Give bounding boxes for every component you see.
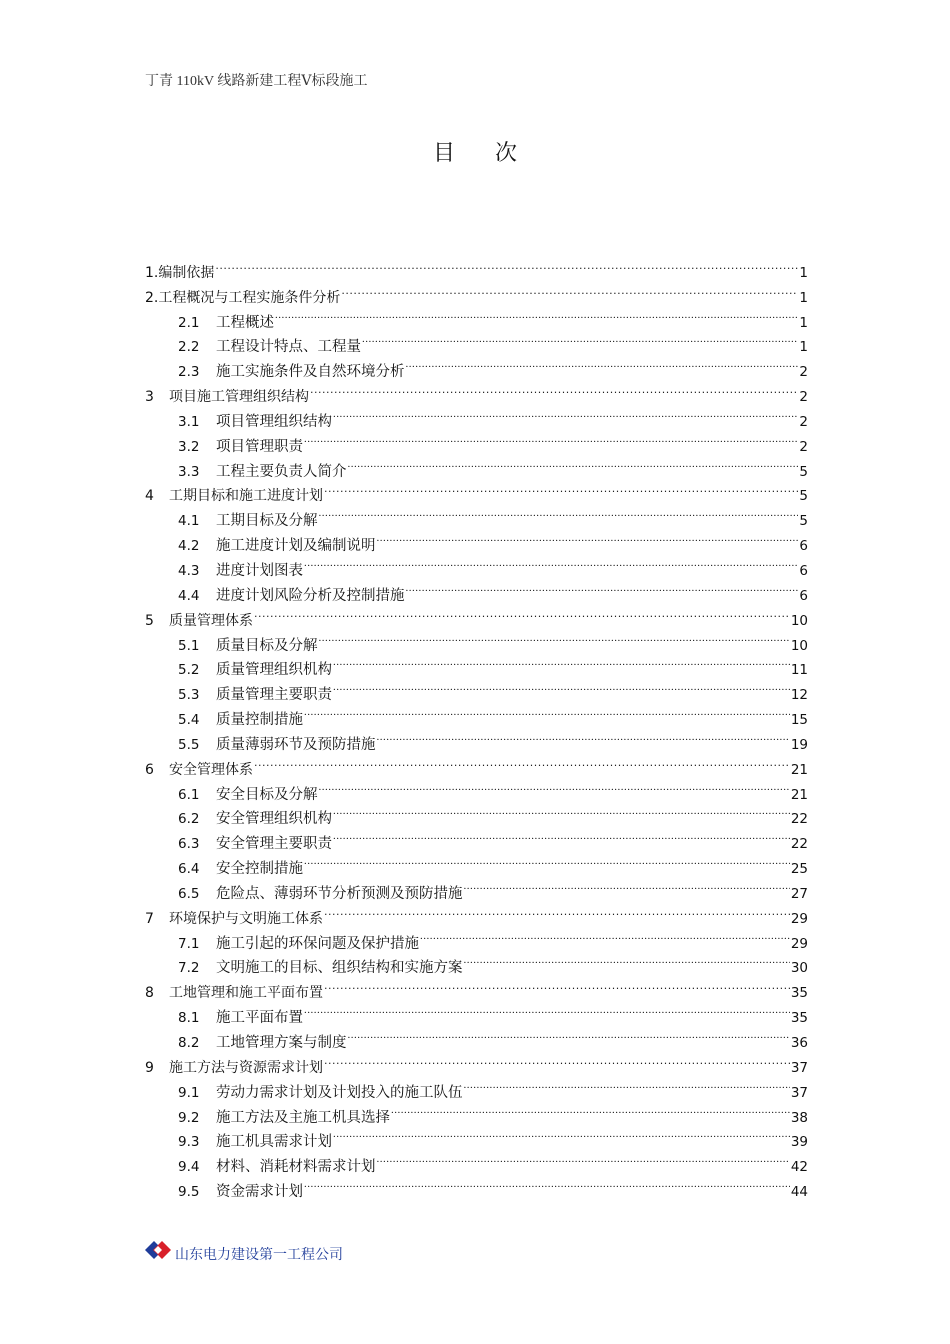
toc-leader-dots (377, 1146, 790, 1171)
toc-entry-label: 资金需求计划 (216, 1184, 303, 1201)
toc-entry-label: 环境保护与文明施工体系 (169, 910, 323, 927)
toc-entry-page: 2 (799, 438, 808, 455)
toc-leader-dots (464, 948, 790, 973)
page-title: 目次 (432, 141, 557, 166)
company-name: 山东电力建设第一工程公司 (175, 1247, 343, 1263)
toc-entry-number: 4.1 (178, 513, 200, 530)
toc-leader-dots (333, 401, 798, 426)
toc-entry-number: 9.5 (178, 1184, 200, 1201)
toc-entry[interactable] (145, 277, 808, 306)
toc-entry-label: 施工引起的环保问题及保护措施 (216, 935, 419, 952)
toc-entry-label: 安全目标及分解 (216, 786, 318, 803)
toc-leader-dots (310, 376, 798, 401)
toc-entry-page: 10 (790, 612, 808, 629)
toc-entry-label: 工程概况与工程实施条件分析 (158, 289, 341, 306)
toc-entry-number: 6.1 (178, 786, 200, 803)
toc-leader-dots (333, 650, 790, 675)
toc-leader-dots (377, 724, 790, 749)
toc-entry-number: 2.3 (178, 364, 200, 381)
toc-entry-number: 3 (145, 389, 154, 406)
toc-leader-dots (333, 1122, 790, 1147)
toc-entry-label: 编制依据 (158, 264, 215, 281)
toc-entry-number: 9.4 (178, 1159, 200, 1176)
toc-entry[interactable] (145, 252, 808, 281)
toc-leader-dots (275, 302, 798, 327)
toc-entry-page: 5 (799, 463, 808, 480)
toc-entry-label: 项目管理组织结构 (216, 413, 332, 430)
toc-entry-page: 2 (799, 413, 808, 430)
toc-entry-label: 安全管理体系 (169, 761, 253, 778)
company-logo-icon (143, 1235, 173, 1265)
toc-entry-number: 4.2 (178, 538, 200, 555)
toc-leader-dots (341, 277, 798, 302)
toc-entry-number: 9.1 (178, 1084, 200, 1101)
toc-entry-page: 21 (790, 761, 808, 778)
toc-entry-number: 4.3 (178, 562, 200, 579)
toc-entry-number: 3.3 (178, 463, 200, 480)
toc-entry-number: 5.4 (178, 712, 200, 729)
toc-entry-label: 质量管理组织机构 (216, 662, 332, 679)
toc-leader-dots (304, 426, 798, 451)
toc-entry-label: 施工方法与资源需求计划 (169, 1059, 323, 1076)
toc-leader-dots (464, 873, 790, 898)
toc-entry-label: 质量控制措施 (216, 712, 303, 729)
toc-leader-dots (324, 1047, 790, 1072)
toc-entry-page: 44 (790, 1184, 808, 1201)
toc-entry-number: 5.3 (178, 687, 200, 704)
toc-leader-dots (348, 451, 799, 476)
toc-leader-dots (333, 823, 790, 848)
toc-entry-page: 35 (790, 985, 808, 1002)
toc-entry-label: 项目施工管理组织结构 (169, 389, 309, 406)
toc-entry-number: 5 (145, 612, 154, 629)
toc-entry-number: 5.2 (178, 662, 200, 679)
toc-entry-page: 42 (790, 1159, 808, 1176)
toc-entry-number: 3.1 (178, 413, 200, 430)
toc-entry-label: 项目管理职责 (216, 438, 303, 455)
toc-entry-label: 安全管理主要职责 (216, 836, 332, 853)
toc-leader-dots (333, 674, 790, 699)
toc-entry-label: 质量管理体系 (169, 612, 253, 629)
toc-entry-label: 工期目标及分解 (216, 513, 318, 530)
toc-entry-label: 施工机具需求计划 (216, 1134, 332, 1151)
toc-entry-number: 6.3 (178, 836, 200, 853)
toc-entry-page: 6 (799, 587, 808, 604)
toc-entry-label: 工期目标和施工进度计划 (169, 488, 323, 505)
toc-leader-dots (254, 600, 790, 625)
toc-entry-number: 7 (145, 910, 154, 927)
toc-leader-dots (406, 351, 799, 376)
toc-leader-dots (377, 525, 799, 550)
toc-leader-dots (304, 699, 790, 724)
toc-entry-number: 7.2 (178, 960, 200, 977)
toc-entry-number: 1. (145, 264, 159, 281)
toc-entry-page: 5 (799, 488, 808, 505)
toc-entry-number: 3.2 (178, 438, 200, 455)
toc-leader-dots (254, 749, 790, 774)
toc-entry-label: 质量管理主要职责 (216, 687, 332, 704)
toc-leader-dots (362, 327, 798, 352)
toc-entry-number: 6.5 (178, 885, 200, 902)
toc-entry-page: 6 (799, 538, 808, 555)
toc-entry-page: 35 (790, 1010, 808, 1027)
toc-entry-page: 12 (790, 687, 808, 704)
toc-entry-number: 5.5 (178, 736, 200, 753)
toc-entry-page: 22 (790, 836, 808, 853)
toc-entry-label: 进度计划风险分析及控制措施 (216, 587, 405, 604)
toc-entry-number: 4 (145, 488, 154, 505)
toc-entry-page: 27 (790, 885, 808, 902)
toc-entry-page: 36 (790, 1035, 808, 1051)
toc-leader-dots (406, 575, 799, 600)
page-header: 丁青 110kV 线路新建工程Ⅴ标段施工 (145, 74, 368, 89)
toc-entry-page: 39 (790, 1134, 808, 1151)
toc-leader-dots (324, 476, 798, 501)
toc-entry-number: 2.2 (178, 339, 200, 356)
toc-leader-dots (420, 923, 790, 948)
toc-entry-number: 4.4 (178, 587, 200, 604)
toc-entry-label: 工程主要负责人简介 (216, 463, 347, 480)
toc-entry-label: 工地管理和施工平面布置 (169, 985, 323, 1002)
toc-entry-label: 材料、消耗材料需求计划 (216, 1159, 376, 1176)
toc-entry-page: 1 (799, 339, 808, 356)
toc-entry-number: 2.1 (178, 314, 200, 331)
toc-entry-number: 9.3 (178, 1134, 200, 1151)
toc-entry-label: 施工进度计划及编制说明 (216, 538, 376, 555)
toc-entry-number: 6.2 (178, 811, 200, 828)
toc-leader-dots (333, 799, 790, 824)
toc-entry-page: 37 (790, 1084, 808, 1101)
toc-entry-page: 21 (790, 786, 808, 803)
toc-entry-page: 29 (790, 910, 808, 927)
toc-leader-dots (324, 898, 790, 923)
toc-entry-page: 15 (790, 712, 808, 729)
toc-entry-page: 22 (790, 811, 808, 828)
toc-leader-dots (391, 1097, 790, 1122)
toc-leader-dots (319, 500, 799, 525)
toc-leader-dots (319, 625, 790, 650)
toc-entry-page: 38 (790, 1109, 808, 1126)
toc-entry-label: 安全控制措施 (216, 861, 303, 878)
toc-leader-dots (304, 1171, 790, 1196)
toc-entry-label: 质量薄弱环节及预防措施 (216, 736, 376, 753)
toc-entry-label: 进度计划图表 (216, 562, 303, 579)
toc-entry-page: 11 (790, 662, 808, 679)
toc-entry-page: 19 (790, 736, 808, 753)
toc-entry-label: 施工实施条件及自然环境分析 (216, 364, 405, 381)
toc-entry-page: 37 (790, 1059, 808, 1076)
toc-leader-dots (304, 997, 790, 1022)
toc-entry-page: 1 (799, 289, 808, 306)
toc-entry-page: 25 (790, 861, 808, 878)
toc-entry-number: 9.2 (178, 1109, 200, 1126)
toc-entry-number: 6.4 (178, 861, 200, 878)
toc-entry-label: 安全管理组织机构 (216, 811, 332, 828)
toc-entry-page: 2 (799, 389, 808, 406)
toc-leader-dots (319, 774, 790, 799)
toc-entry-label: 工地管理方案与制度 (216, 1035, 347, 1051)
toc-entry-page: 30 (790, 960, 808, 977)
toc-entry-label: 劳动力需求计划及计划投入的施工队伍 (216, 1084, 463, 1101)
toc-entry-number: 6 (145, 761, 154, 778)
table-of-contents (145, 252, 808, 1201)
toc-entry-number: 9 (145, 1059, 154, 1076)
toc-entry-number: 8.1 (178, 1010, 200, 1027)
toc-entry-page: 1 (799, 264, 808, 281)
toc-entry-label: 施工方法及主施工机具选择 (216, 1109, 390, 1126)
toc-entry-page: 10 (790, 637, 808, 654)
toc-entry-page: 5 (799, 513, 808, 530)
toc-entry-number: 5.1 (178, 637, 200, 654)
toc-leader-dots (464, 1072, 790, 1097)
toc-leader-dots (348, 1022, 790, 1047)
toc-entry-number: 8.2 (178, 1035, 200, 1051)
toc-leader-dots (304, 848, 790, 873)
toc-entry-label: 文明施工的目标、组织结构和实施方案 (216, 960, 463, 977)
toc-entry-number: 7.1 (178, 935, 200, 952)
toc-entry-page: 6 (799, 562, 808, 579)
toc-entry-page: 29 (790, 935, 808, 952)
toc-entry-label: 质量目标及分解 (216, 637, 318, 654)
toc-entry-label: 工程概述 (216, 314, 274, 331)
toc-entry-number: 2. (145, 289, 159, 306)
toc-entry-number: 8 (145, 985, 154, 1002)
toc-leader-dots (324, 972, 790, 997)
page-footer (143, 1235, 343, 1265)
toc-leader-dots (304, 550, 798, 575)
toc-entry-label: 工程设计特点、工程量 (216, 339, 361, 356)
toc-entry-page: 1 (799, 314, 808, 331)
toc-entry-page: 2 (799, 364, 808, 381)
toc-leader-dots (215, 252, 798, 277)
toc-entry-label: 危险点、薄弱环节分析预测及预防措施 (216, 885, 463, 902)
toc-entry-label: 施工平面布置 (216, 1010, 303, 1027)
